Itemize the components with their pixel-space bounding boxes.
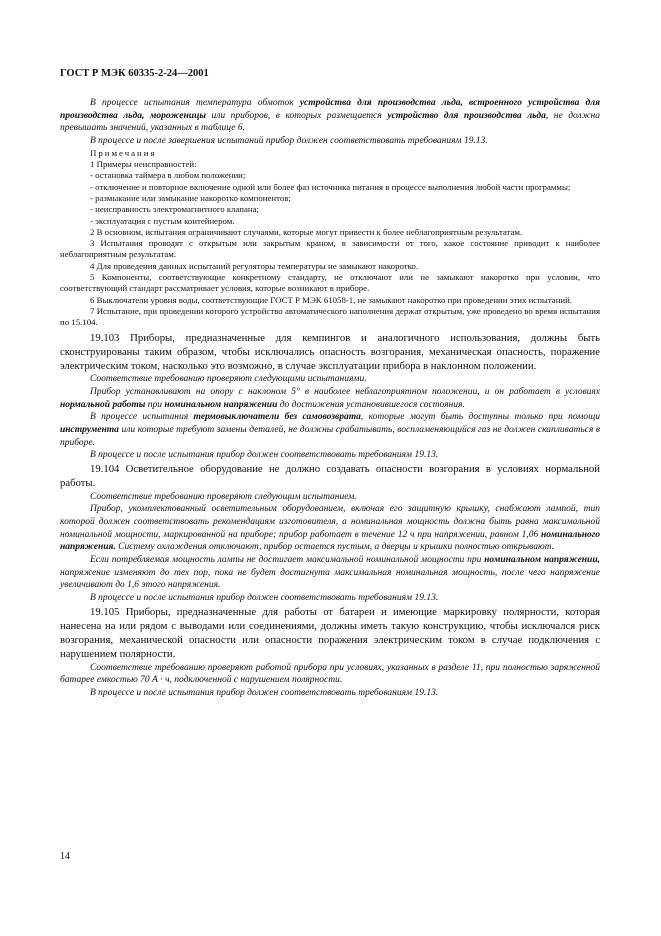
bold-term: номинальном напряжении, bbox=[484, 555, 600, 566]
text-segment: - эксплуатация с пустым контейнером. bbox=[90, 215, 235, 226]
bold-term: термовыключатели без самовозврата bbox=[193, 412, 361, 423]
text-segment: Соответствие требованию проверяют следующим испытанием. bbox=[90, 491, 357, 502]
text-segment: или приборов, в которых размещается bbox=[205, 110, 388, 121]
text-segment: 6 Выключатели уровня воды, соответствующие ГОСТ Р МЭК 61058-1, не замыкают накоротко при проведении этих испытаний. bbox=[90, 294, 573, 305]
text-segment: , которые могут быть доступны только при помощи bbox=[360, 412, 600, 423]
paragraph bbox=[60, 554, 600, 592]
text-segment: напряжение изменяют до тех пор, пока не будет достигнута максимальная номинальная мощность, после чего напряжение увеличивают до 1,6 этого напряжения. bbox=[60, 567, 600, 591]
paragraph bbox=[60, 306, 600, 329]
text-segment: 19.105 Приборы, предназначенные для работы от батареи и имеющие маркировку полярности, которая нанесена на или рядом с выводами или соединениями, должны иметь такую конструкцию, чтобы исключался риск возгорания, механической опасности или опасности поражения электрическим током в случае подключения с нарушением полярности. bbox=[60, 605, 600, 661]
text-segment: В процессе и после испытания прибор должен соответствовать требованиям 19.13. bbox=[90, 450, 439, 461]
paragraph bbox=[60, 605, 600, 662]
text-segment: В процессе испытания bbox=[90, 412, 194, 423]
paragraph bbox=[60, 227, 600, 238]
bold-term: номинальном напряжении bbox=[164, 399, 278, 410]
paragraph bbox=[60, 170, 600, 181]
paragraph bbox=[60, 462, 600, 490]
paragraph bbox=[60, 182, 600, 193]
bold-term: устройство для производства льда bbox=[387, 110, 546, 121]
text-segment: 19.104 Осветительное оборудование не должно создавать опасности возгорания в условиях нормальной работы. bbox=[60, 463, 600, 490]
paragraph bbox=[60, 386, 600, 411]
paragraph bbox=[60, 204, 600, 215]
text-segment: - отключение и повторное включение одной или более фаз источника питания в процессе выполнения любой части программы; bbox=[90, 181, 571, 192]
text-segment: Соответствие требованию проверяют следующими испытаниями. bbox=[90, 374, 367, 385]
paragraph bbox=[60, 216, 600, 227]
paragraph bbox=[60, 662, 600, 687]
document-body bbox=[60, 97, 600, 700]
text-segment: при bbox=[145, 399, 165, 410]
page-number: 14 bbox=[60, 851, 70, 862]
text-segment: или которые требуют замены деталей, не должны срабатывать, воспламеняющийся газ не должен скапливаться в приборе. bbox=[60, 424, 600, 448]
text-segment: Если потребляемая мощность лампы не достигает максимальной номинальной мощности при bbox=[90, 555, 485, 566]
paragraph bbox=[60, 193, 600, 204]
text-segment: В процессе испытания температура обмоток bbox=[90, 98, 300, 108]
bold-term: номинального напряжения. bbox=[60, 529, 600, 553]
text-segment: до достижения установившегося состояния. bbox=[277, 399, 465, 410]
paragraph bbox=[60, 135, 600, 148]
text-segment: 19.103 Приборы, предназначенные для кемпингов и аналогичного использования, должны быть сконструированы таким образом, чтобы исключались опасность возгорания, механическая опасность, поражение электрическим током, насколько это возможно, в случае эксплуатации прибора в наклонном положении. bbox=[60, 331, 600, 372]
paragraph bbox=[60, 97, 600, 135]
text-segment: Систему охлаждения отключают, прибор остается пустым, а дверцы и крышки полностью открывают. bbox=[115, 542, 555, 553]
text-segment: В процессе и после завершения испытаний прибор должен соответствовать требованиям 19.13. bbox=[90, 136, 488, 147]
text-segment: 4 Для проведения данных испытаний регуляторы температуры не замыкают накоротко. bbox=[90, 260, 419, 271]
text-segment: В процессе и после испытания прибор должен соответствовать требованиям 19.13. bbox=[90, 688, 439, 699]
paragraph bbox=[60, 449, 600, 462]
paragraph bbox=[60, 272, 600, 295]
text-segment: , не должна превышать значений, указанных в таблице 6. bbox=[60, 110, 600, 134]
text-segment: Соответствие требованию проверяют работой прибора при условиях, указанных в разделе 11, при полностью заряженной батарее емкостью 70 А · ч, подключенной с нарушением полярности. bbox=[60, 662, 600, 686]
text-segment: - неисправность электромагнитного клапана; bbox=[90, 204, 259, 215]
paragraph bbox=[60, 159, 600, 170]
text-segment: - остановка таймера в любом положении; bbox=[90, 170, 246, 181]
paragraph bbox=[60, 295, 600, 306]
paragraph bbox=[60, 491, 600, 504]
paragraph bbox=[60, 331, 600, 374]
text-segment: 2 В основном, испытания ограничивают случаями, которые могут привести к более неблагоприятным результатам. bbox=[90, 226, 523, 237]
bold-term: нормальной работы bbox=[60, 399, 146, 410]
text-segment: Прибор устанавливают на опору с наклоном 5° в наиболее неблагоприятном положении, и он работает в условиях bbox=[90, 386, 600, 397]
paragraph bbox=[60, 373, 600, 386]
bold-term: устройства для производства льда, встроенного устройства для производства льда, мороженицы bbox=[60, 98, 600, 121]
text-segment: 1 Примеры неисправностей: bbox=[90, 159, 197, 170]
paragraph bbox=[60, 592, 600, 605]
text-segment: - размыкание или замыкание накоротко компонентов; bbox=[90, 193, 291, 203]
paragraph bbox=[60, 687, 600, 700]
paragraph bbox=[60, 148, 600, 159]
text-segment: Примечания bbox=[90, 147, 157, 158]
text-segment: 7 Испытание, при проведении которого устройство автоматического наполнения держат открытым, уже проведено во время испытания по 15.104. bbox=[60, 305, 600, 328]
text-segment: 5 Компоненты, соответствующие конкретному стандарту, не отключают или не замыкают накоротко при условии, что соответствующий стандарт рассматривает условия, которые возникают в приборе. bbox=[60, 272, 600, 294]
paragraph bbox=[60, 411, 600, 449]
text-segment: В процессе и после испытания прибор должен соответствовать требованиям 19.13. bbox=[90, 593, 439, 604]
paragraph bbox=[60, 261, 600, 272]
document-header: ГОСТ Р МЭК 60335-2-24—2001 bbox=[60, 68, 209, 79]
paragraph bbox=[60, 238, 600, 261]
paragraph bbox=[60, 503, 600, 554]
text-segment: 3 Испытания проводят с открытым или закрытым краном, в зависимости от того, какое состояние приводит к наиболее неблагоприятным результатам. bbox=[60, 238, 600, 260]
bold-term: инструмента bbox=[60, 424, 119, 435]
text-segment: Прибор, укомплектованный осветительным оборудованием, включая его защитную крышку, снабжают лампой, тип которой должен соответствовать рекомендациям изготовителя, а номинальная мощность должна быть равна максимальной номинальной мощности, маркированной на приборе; прибор работает в течение 12 ч при напряжении, равном 1,06 bbox=[60, 504, 600, 540]
